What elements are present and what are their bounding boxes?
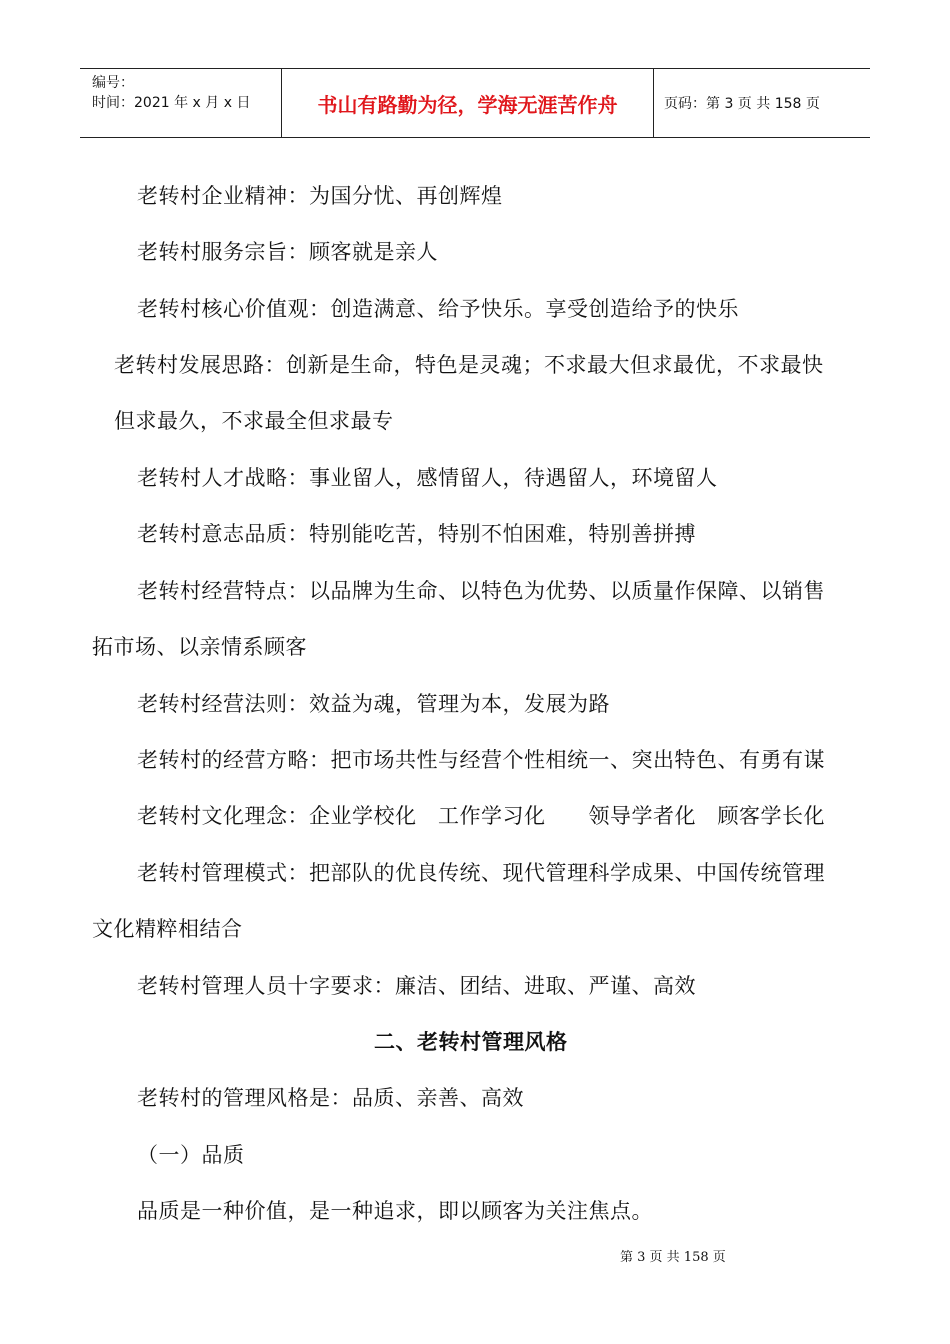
- paragraph-line: 老转村服务宗旨：顾客就是亲人: [137, 240, 438, 264]
- paragraph-line: 老转村管理模式：把部队的优良传统、现代管理科学成果、中国传统管理: [137, 861, 825, 885]
- document-number-label: 编号：: [92, 75, 134, 91]
- paragraph-line: 老转村文化理念：企业学校化 工作学习化 领导学者化 顾客学长化: [137, 804, 825, 828]
- paragraph-line: 老转村核心价值观：创造满意、给予快乐。享受创造给予的快乐: [137, 297, 739, 321]
- header-meta-cell: [80, 69, 282, 137]
- paragraph-line: 老转村发展思路：创新是生命，特色是灵魂；不求最大但求最优，不求最快: [114, 353, 824, 377]
- paragraph-line: 老转村企业精神：为国分忧、再创辉煌: [137, 184, 503, 208]
- footer-page-number: 第 3 页 共 158 页: [620, 1250, 726, 1265]
- paragraph-line: 老转村管理人员十字要求：廉洁、团结、进取、严谨、高效: [137, 974, 696, 998]
- paragraph-line: 品质是一种价值，是一种追求，即以顾客为关注焦点。: [137, 1199, 653, 1223]
- subsection-heading: （一）品质: [137, 1143, 245, 1167]
- paragraph-line: 但求最久，不求最全但求最专: [114, 409, 394, 433]
- paragraph-line: 老转村意志品质：特别能吃苦，特别不怕困难，特别善拼搏: [137, 522, 696, 546]
- paragraph-line: 老转村经营特点：以品牌为生命、以特色为优势、以质量作保障、以销售: [137, 579, 825, 603]
- paragraph-line: 老转村人才战略：事业留人，感情留人，待遇留人，环境留人: [137, 466, 718, 490]
- section-heading: 二、老转村管理风格: [374, 1030, 568, 1054]
- paragraph-line: 老转村的管理风格是：品质、亲善、高效: [137, 1086, 524, 1110]
- paragraph-line: 拓市场、以亲情系顾客: [92, 635, 307, 659]
- paragraph-line: 文化精粹相结合: [92, 917, 243, 941]
- paragraph-line: 老转村经营法则：效益为魂，管理为本，发展为路: [137, 692, 610, 716]
- header-motto: 书山有路勤为径，学海无涯苦作舟: [282, 69, 654, 137]
- document-header: [80, 68, 870, 138]
- document-time-label: 时间：2021 年 x 月 x 日: [92, 95, 251, 111]
- paragraph-line: 老转村的经营方略：把市场共性与经营个性相统一、突出特色、有勇有谋: [137, 748, 825, 772]
- header-page-number: 页码：第 3 页 共 158 页: [664, 96, 820, 112]
